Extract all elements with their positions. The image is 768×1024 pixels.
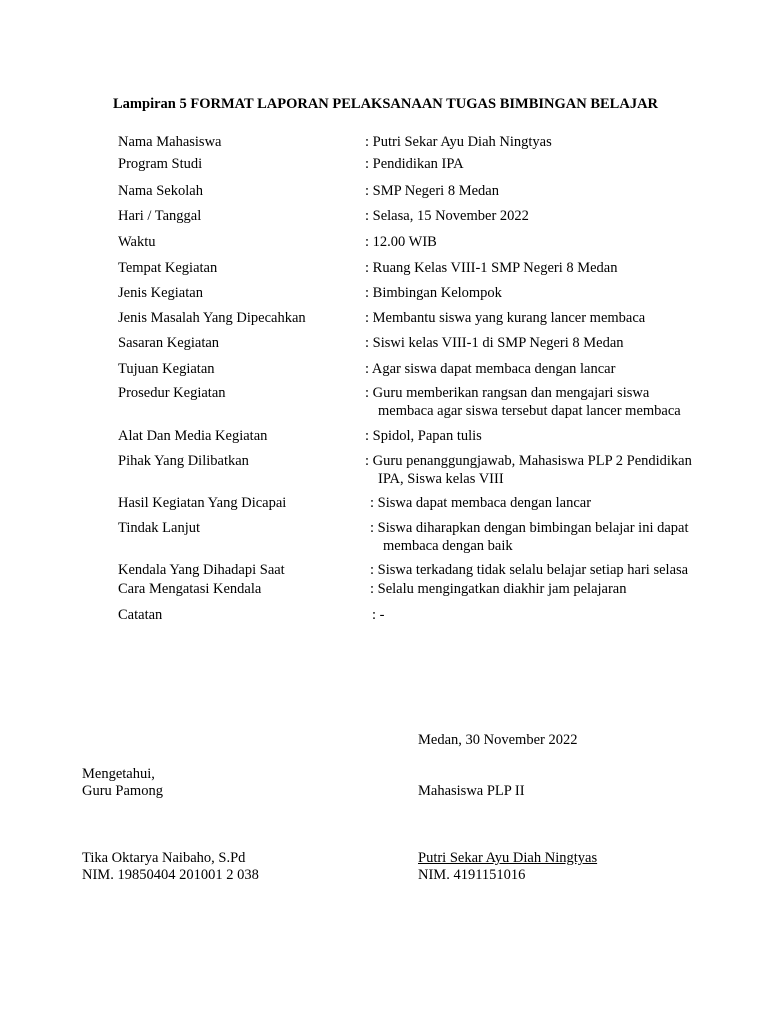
title-rest: FORMAT LAPORAN PELAKSANAAN TUGAS BIMBINGAN BELAJAR	[186, 96, 659, 112]
field-label: Jenis Kegiatan	[118, 285, 203, 301]
field-value: : Putri Sekar Ayu Diah Ningtyas	[365, 134, 552, 150]
field-value	[365, 384, 725, 420]
field-label: Tujuan Kegiatan	[118, 361, 215, 377]
field-label: Nama Sekolah	[118, 183, 203, 199]
field-value: : Selalu mengingatkan diakhir jam pelajaran	[370, 581, 627, 597]
field-value: : Bimbingan Kelompok	[365, 285, 502, 301]
field-value	[365, 452, 725, 488]
field-label: Nama Mahasiswa	[118, 134, 222, 150]
field-label: Hari / Tanggal	[118, 208, 202, 224]
field-value-line-1: : Guru penanggungjawab, Mahasiswa PLP 2 Pendidikan	[365, 453, 692, 469]
title-bold: Lampiran 5	[113, 96, 187, 112]
field-label: Program Studi	[118, 156, 203, 172]
field-value: : Siswa dapat membaca dengan lancar	[370, 495, 592, 511]
field-value-line-2: membaca agar siswa tersebut dapat lancer membaca	[378, 403, 681, 419]
field-label: Pihak Yang Dilibatkan	[118, 453, 249, 469]
right-signer-name: Putri Sekar Ayu Diah Ningtyas	[418, 850, 598, 866]
field-label: Waktu	[118, 234, 156, 250]
field-label: Alat Dan Media Kegiatan	[118, 428, 268, 444]
field-label: Kendala Yang Dihadapi Saat	[118, 562, 285, 578]
left-signer-name: Tika Oktarya Naibaho, S.Pd	[82, 850, 246, 866]
right-role: Mahasiswa PLP II	[418, 783, 525, 799]
field-value: : Ruang Kelas VIII-1 SMP Negeri 8 Medan	[365, 260, 618, 276]
field-value: : 12.00 WIB	[365, 234, 437, 250]
right-signer-nim: NIM. 4191151016	[418, 867, 526, 883]
field-value: : Agar siswa dapat membaca dengan lancar	[365, 361, 616, 377]
field-label: Tindak Lanjut	[118, 520, 201, 536]
left-heading: Mengetahui,	[82, 766, 155, 782]
page-title	[113, 95, 723, 113]
left-role: Guru Pamong	[82, 783, 163, 799]
field-label: Tempat Kegiatan	[118, 260, 218, 276]
field-label: Cara Mengatasi Kendala	[118, 581, 262, 597]
field-value: : Pendidikan IPA	[365, 156, 464, 172]
field-value: : Membantu siswa yang kurang lancer membaca	[365, 310, 646, 326]
field-value: : Selasa, 15 November 2022	[365, 208, 529, 224]
field-value-line-2: IPA, Siswa kelas VIII	[378, 471, 504, 487]
field-value: : Siswi kelas VIII-1 di SMP Negeri 8 Medan	[365, 335, 624, 351]
field-label: Hasil Kegiatan Yang Dicapai	[118, 495, 287, 511]
field-value	[370, 519, 730, 555]
field-label: Sasaran Kegiatan	[118, 335, 220, 351]
field-value: : Siswa terkadang tidak selalu belajar setiap hari selasa	[370, 562, 689, 578]
field-value-line-1: : Siswa diharapkan dengan bimbingan belajar ini dapat	[370, 520, 689, 536]
field-label: Catatan	[118, 607, 163, 623]
field-value-line-1: : Guru memberikan rangsan dan mengajari siswa	[365, 385, 650, 401]
field-label: Prosedur Kegiatan	[118, 385, 226, 401]
place-date: Medan, 30 November 2022	[418, 732, 578, 748]
field-value: : Spidol, Papan tulis	[365, 428, 482, 444]
field-label: Jenis Masalah Yang Dipecahkan	[118, 310, 306, 326]
left-signer-nim: NIM. 19850404 201001 2 038	[82, 867, 259, 883]
field-value: : SMP Negeri 8 Medan	[365, 183, 499, 199]
field-value: : -	[372, 607, 385, 623]
field-value-line-2: membaca dengan baik	[383, 538, 513, 554]
